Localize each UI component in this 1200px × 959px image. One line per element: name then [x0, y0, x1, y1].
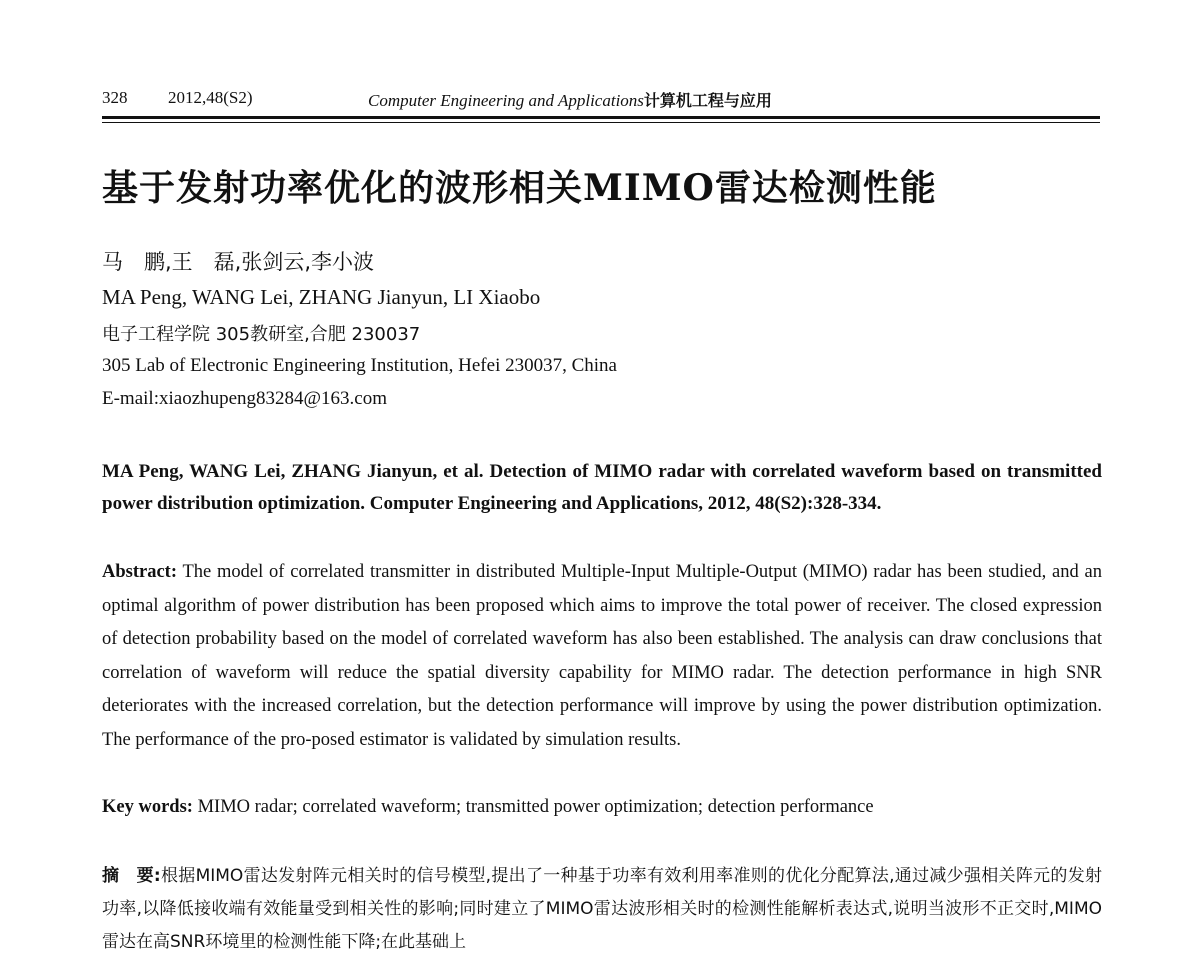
abstract-cn — [102, 860, 1102, 959]
abstract-label: Abstract: — [102, 562, 178, 582]
abstract-en — [102, 556, 1102, 757]
header-rule-thin — [102, 122, 1100, 123]
issue-info: 2012,48(S2) — [168, 88, 253, 107]
journal-name — [368, 88, 772, 111]
running-header — [102, 88, 1102, 112]
authors-en: MA Peng, WANG Lei, ZHANG Jianyun, LI Xiaobo — [102, 285, 541, 309]
affiliation-cn: 电子工程学院 305教研室,合肥 230037 — [102, 324, 421, 345]
abstract-text: The model of correlated transmitter in distributed Multiple-Input Multiple-Output (MIMO) radar has been studied, and an optimal algorithm of power distribution has been proposed which aims to improve the total power of receiver. The closed expression of detection probability based on the model of correlated waveform has also been established. The analysis can draw conclusions that correlation of waveform will reduce the spatial diversity capability for MIMO radar. The detection performance in high SNR deteriorates with the increased correlation, but the detection performance will improve by using the power distribution optimization. The performance of the pro-posed estimator is validated by simulation results. — [102, 562, 1102, 750]
header-rule-thick — [102, 116, 1100, 119]
keywords — [102, 792, 1102, 822]
page-number: 328 — [102, 88, 128, 107]
journal-name-en: Computer Engineering and Applications — [368, 91, 644, 110]
paper-title-cn: 基于发射功率优化的波形相关MIMO雷达检测性能 — [102, 167, 937, 209]
abstract-cn-text: 根据MIMO雷达发射阵元相关时的信号模型,提出了一种基于功率有效利用率准则的优化分配算法,通过减少强相关阵元的发射功率,以降低接收端有效能量受到相关性的影响;同时建立了MIMO雷达波形相关时的检测性能解析表达式,说明当波形不正交时,MIMO雷达在高SNR环境里的检测性能下降;在此基础上 — [102, 866, 1102, 952]
authors-cn: 马 鹏,王 磊,张剑云,李小波 — [102, 250, 375, 274]
email: E-mail:xiaozhupeng83284@163.com — [102, 388, 388, 409]
citation: MA Peng, WANG Lei, ZHANG Jianyun, et al. Detection of MIMO radar with correlated waveform based on transmitted power distribution optimization. Computer Engineering and Applications, 2012, 48(S2):328-334. — [102, 461, 1102, 514]
keywords-label: Key words: — [102, 797, 193, 817]
keywords-text: MIMO radar; correlated waveform; transmitted power optimization; detection performance — [197, 797, 874, 817]
abstract-cn-label: 摘 要: — [102, 866, 161, 886]
journal-name-cn: 计算机工程与应用 — [643, 91, 772, 110]
affiliation-en: 305 Lab of Electronic Engineering Institution, Hefei 230037, China — [102, 355, 617, 376]
